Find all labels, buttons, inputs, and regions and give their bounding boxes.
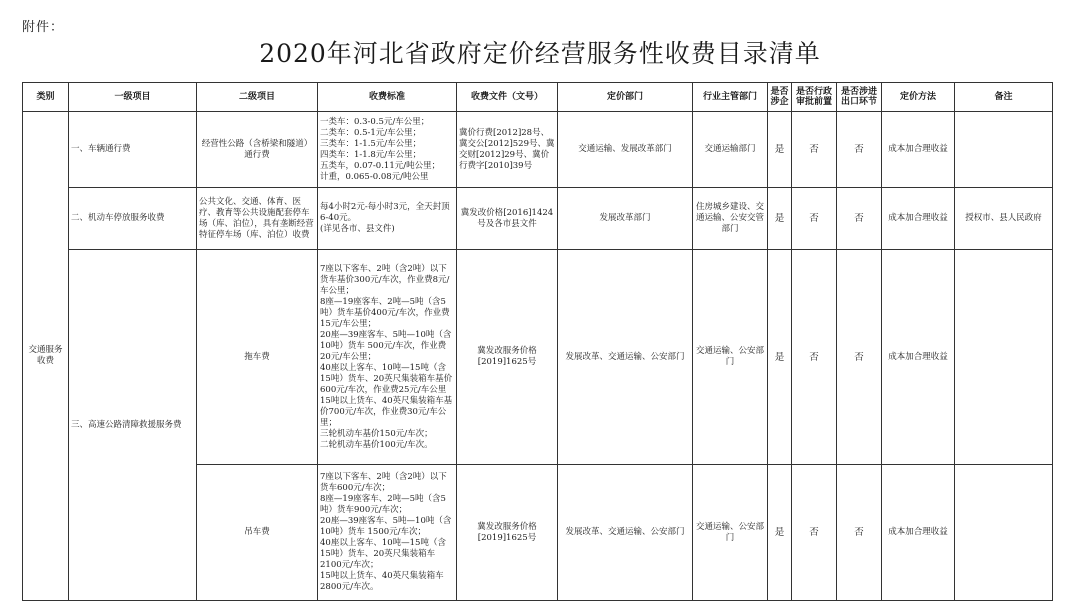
pricing-dept-cell: 发展改革部门	[558, 188, 693, 250]
admin-approval-cell: 否	[792, 112, 837, 188]
table-row	[23, 250, 1053, 465]
involves-enterprise-cell: 是	[768, 112, 792, 188]
pricing-method-cell: 成本加合理收益	[882, 188, 955, 250]
column-header: 收费标准	[318, 83, 457, 112]
category-cell: 交通服务收费	[23, 112, 69, 601]
admin-approval-cell: 否	[792, 250, 837, 465]
remarks-cell	[955, 250, 1053, 465]
remarks-cell	[955, 112, 1053, 188]
column-header: 收费文件（文号）	[457, 83, 558, 112]
import-export-cell: 否	[837, 250, 882, 465]
document-cell: 冀价行费[2012]28号、冀交公[2012]529号、冀交财[2012]29号、冀价行费字[2010]39号	[457, 112, 558, 188]
standard-cell: 每4小时2元-每小时3元，全天封顶6-40元。 (详见各市、县文件)	[318, 188, 457, 250]
pricing-dept-cell: 发展改革、交通运输、公安部门	[558, 250, 693, 465]
industry-dept-cell: 交通运输部门	[693, 112, 768, 188]
level2-cell: 经营性公路（含桥梁和隧道）通行费	[197, 112, 318, 188]
column-header: 备注	[955, 83, 1053, 112]
column-header: 类别	[23, 83, 69, 112]
column-header: 定价部门	[558, 83, 693, 112]
industry-dept-cell: 交通运输、公安部门	[693, 250, 768, 465]
level2-cell: 公共文化、交通、体育、医疗、教育等公共设施配套停车场（库、泊位），具有垄断经营特征停车场（库、泊位）收费	[197, 188, 318, 250]
level2-cell: 拖车费	[197, 250, 318, 465]
involves-enterprise-cell: 是	[768, 188, 792, 250]
involves-enterprise-cell: 是	[768, 250, 792, 465]
document-cell: 冀发改价格[2016]1424号及各市县文件	[457, 188, 558, 250]
remarks-cell	[955, 465, 1053, 601]
column-header: 行业主管部门	[693, 83, 768, 112]
level2-cell: 吊车费	[197, 465, 318, 601]
column-header: 一级项目	[69, 83, 197, 112]
pricing-method-cell: 成本加合理收益	[882, 112, 955, 188]
table-row	[23, 112, 1053, 188]
level1-cell: 一、车辆通行费	[69, 112, 197, 188]
pricing-dept-cell: 交通运输、发展改革部门	[558, 112, 693, 188]
table-header-row	[23, 83, 1053, 112]
industry-dept-cell: 交通运输、公安部门	[693, 465, 768, 601]
standard-cell: 7座以下客车、2吨（含2吨）以下货车基价300元/车次，作业费8元/车公里； 8座—19座客车、2吨—5吨（含5吨）货车基价400元/车次，作业费15元/车公里； 20座—39座客车、5吨—10吨（含10吨）货车 500元/车次，作业费20元/车公里； 40座以上客车、10吨—15吨（含15吨）货车、20英尺集装箱车基价600元/车次，作业费25元/车公里 15吨以上货车、40英尺集装箱车基价700元/车次，作业费30元/车公里； 三轮机动车基价150元/车次； 二轮机动车基价100元/车次。	[318, 250, 457, 465]
import-export-cell: 否	[837, 188, 882, 250]
fee-catalog-table	[22, 82, 1053, 601]
industry-dept-cell: 住房城乡建设、交通运输、公安交管部门	[693, 188, 768, 250]
pricing-method-cell: 成本加合理收益	[882, 250, 955, 465]
involves-enterprise-cell: 是	[768, 465, 792, 601]
admin-approval-cell: 否	[792, 465, 837, 601]
column-header: 定价方法	[882, 83, 955, 112]
table-row	[23, 188, 1053, 250]
column-header: 是否行政审批前置	[792, 83, 837, 112]
document-cell: 冀发改服务价格[2019]1625号	[457, 250, 558, 465]
column-header: 二级项目	[197, 83, 318, 112]
standard-cell: 7座以下客车、2吨（含2吨）以下货车600元/车次； 8座—19座客车、2吨—5吨（含5吨）货车900元/车次； 20座—39座客车、5吨—10吨（含10吨）货车 1500元/车次； 40座以上客车、10吨—15吨（含15吨）货车、20英尺集装箱车2100元/车次； 15吨以上货车、40英尺集装箱车2800元/车次。	[318, 465, 457, 601]
column-header: 是否涉进出口环节	[837, 83, 882, 112]
document-title: 2020年河北省政府定价经营服务性收费目录清单	[259, 39, 821, 68]
import-export-cell: 否	[837, 465, 882, 601]
attachment-label: 附件：	[22, 20, 65, 35]
standard-cell: 一类车：0.3-0.5元/车公里； 二类车：0.5-1元/车公里； 三类车：1-1.5元/车公里； 四类车：1-1.8元/车公里； 五类车，0.07-0.11元/吨公里； 计重，0.065-0.08元/吨公里	[318, 112, 457, 188]
pricing-method-cell: 成本加合理收益	[882, 465, 955, 601]
import-export-cell: 否	[837, 112, 882, 188]
pricing-dept-cell: 发展改革、交通运输、公安部门	[558, 465, 693, 601]
remarks-cell: 授权市、县人民政府	[955, 188, 1053, 250]
column-header: 是否涉企	[768, 83, 792, 112]
level1-cell: 三、高速公路清障救援服务费	[69, 250, 197, 601]
admin-approval-cell: 否	[792, 188, 837, 250]
document-cell: 冀发改服务价格[2019]1625号	[457, 465, 558, 601]
level1-cell: 二、机动车停放服务收费	[69, 188, 197, 250]
